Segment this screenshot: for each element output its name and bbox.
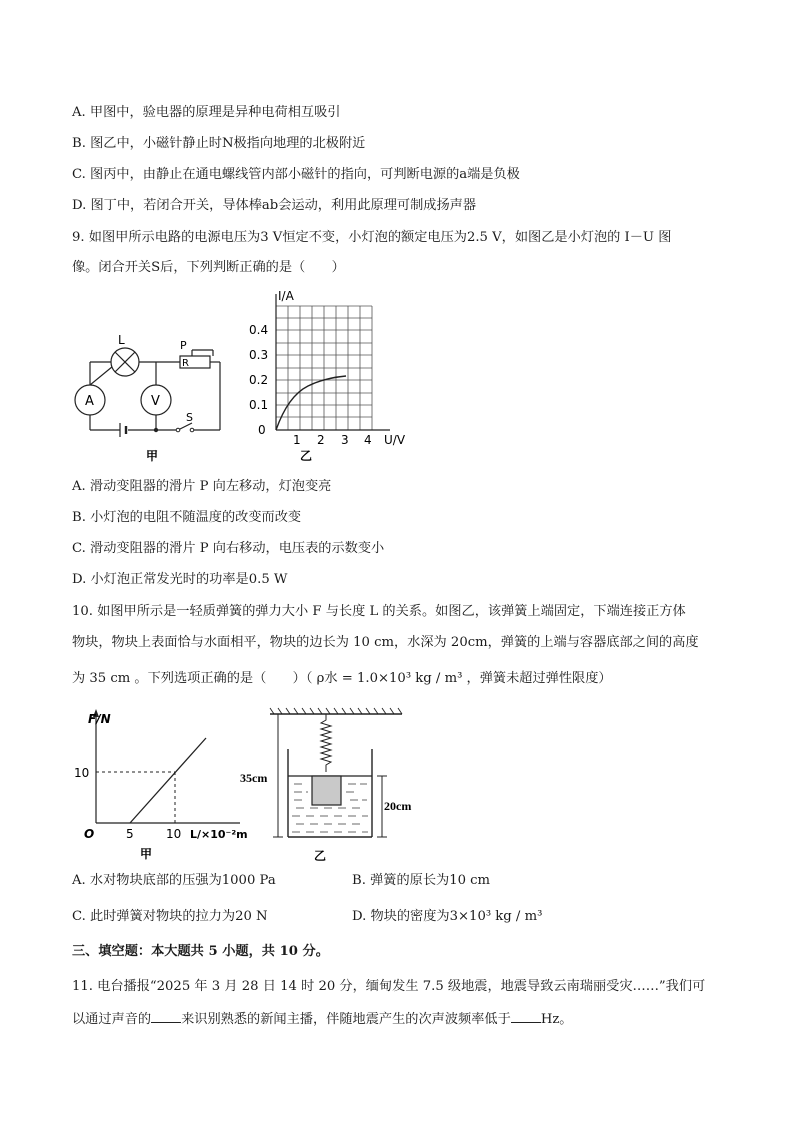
q11-line2 — [72, 1010, 572, 1029]
fl-x-tick: 10 — [166, 827, 182, 841]
iu-y-tick: 0.1 — [249, 398, 269, 412]
section-3-heading: 三、填空题：本大题共 5 小题，共 10 分。 — [72, 944, 329, 959]
q10-option-a: A. 水对物块底部的压强为1000 Pa — [72, 873, 276, 888]
q10-stem-line1: 10. 如图甲所示是一轻质弹簧的弹力大小 F 与长度 L 的关系。如图乙，该弹簧上端固定，下端连接正方体 — [72, 604, 686, 619]
fl-origin: O — [84, 827, 95, 841]
fl-x-label: L/×10⁻²m — [190, 828, 248, 841]
q9-stem-line1: 9. 如图甲所示电路的电源电压为3 V恒定不变，小灯泡的额定电压为2.5 V，如图乙是小灯泡的 I－U 图 — [72, 230, 672, 245]
q11-line1: 11. 电台播报“2025 年 3 月 28 日 14 时 20 分，缅甸发生 7.5 级地震，地震导致云南瑞丽受灾……”我们可 — [72, 979, 706, 994]
q9-option-a: A. 滑动变阻器的滑片 P 向左移动，灯泡变亮 — [72, 479, 332, 494]
rheostat-label: R — [182, 358, 189, 369]
q10-option-d: D. 物块的密度为3×10³ kg / m³ — [352, 909, 543, 924]
q9-circuit-figure — [68, 330, 238, 465]
iu-y-tick: 0.2 — [249, 373, 269, 387]
q10-spring-container-figure — [240, 706, 430, 866]
q9-stem-line2: 像。闭合开关S后，下列判断正确的是（ ） — [72, 260, 345, 275]
spring — [321, 714, 331, 772]
q9-fig-jia-caption: 甲 — [146, 449, 159, 463]
fl-y-label: F/N — [88, 712, 111, 726]
q8-option-c: C. 图丙中，由静止在通电螺线管内部小磁针的指向，可判断电源的a端是负极 — [72, 167, 520, 182]
iu-x-tick: 2 — [317, 433, 325, 447]
q9-option-b: B. 小灯泡的电阻不随温度的改变而改变 — [72, 510, 302, 525]
q9-option-d: D. 小灯泡正常发光时的功率是0.5 W — [72, 572, 288, 587]
q10-stem-line3: 为 35 cm 。下列选项正确的是（ ）（ ρ水 = 1.0×10³ kg / m³ ，弹簧未超过弹性限度） — [72, 671, 612, 686]
q11-text-c: Hz。 — [540, 1012, 573, 1027]
iu-y-label: I/A — [278, 289, 294, 303]
iu-x-tick: 1 — [293, 433, 301, 447]
iu-curve — [276, 376, 346, 430]
iu-y-tick: 0 — [258, 423, 266, 437]
fl-x-tick: 5 — [126, 827, 134, 841]
iu-grid — [276, 306, 372, 430]
lamp-symbol — [111, 348, 139, 376]
q8-option-d: D. 图丁中，若闭合开关，导体棒ab会运动，利用此原理可制成扬声器 — [72, 198, 477, 213]
q8-option-b: B. 图乙中，小磁针静止时N极指向地理的北极附近 — [72, 136, 366, 151]
q11-text-b: 来识别熟悉的新闻主播，伴随地震产生的次声波频率低于 — [181, 1012, 511, 1027]
iu-y-tick: 0.4 — [249, 323, 269, 337]
depth-20cm-label: 20cm — [384, 799, 412, 813]
q9-iu-graph — [248, 288, 418, 463]
q9-option-c: C. 滑动变阻器的滑片 P 向右移动，电压表的示数变小 — [72, 541, 385, 556]
iu-x-label: U/V — [384, 433, 406, 447]
q10-force-length-graph — [74, 705, 253, 865]
height-35cm-label: 35cm — [240, 771, 268, 785]
q9-fig-yi-caption: 乙 — [300, 449, 313, 463]
q10-fig-jia-caption: 甲 — [140, 847, 153, 861]
q8-option-a: A. 甲图中，验电器的原理是异种电荷相互吸引 — [72, 105, 341, 120]
force-line — [130, 738, 206, 823]
cube-block — [312, 776, 341, 805]
iu-y-tick: 0.3 — [249, 348, 269, 362]
iu-x-tick: 3 — [341, 433, 349, 447]
q10-option-c: C. 此时弹簧对物块的拉力为20 N — [72, 909, 268, 924]
q10-fig-yi-caption: 乙 — [314, 849, 327, 863]
lamp-label: L — [118, 333, 125, 347]
fl-y-tick: 10 — [74, 766, 90, 780]
ammeter-label: A — [85, 394, 94, 409]
iu-x-tick: 4 — [364, 433, 372, 447]
q10-stem-line2: 物块，物块上表面恰与水面相平，物块的边长为 10 cm，水深为 20cm，弹簧的上端与容器底部之间的高度 — [72, 635, 699, 650]
q11-text-a: 以通过声音的 — [72, 1012, 152, 1027]
q11-blank-2[interactable] — [511, 1010, 541, 1023]
q10-option-b: B. 弹簧的原长为10 cm — [352, 873, 491, 888]
switch-label: S — [186, 411, 193, 424]
slider-label: P — [180, 339, 187, 352]
voltmeter-label: V — [151, 394, 160, 409]
q11-blank-1[interactable] — [151, 1010, 181, 1023]
